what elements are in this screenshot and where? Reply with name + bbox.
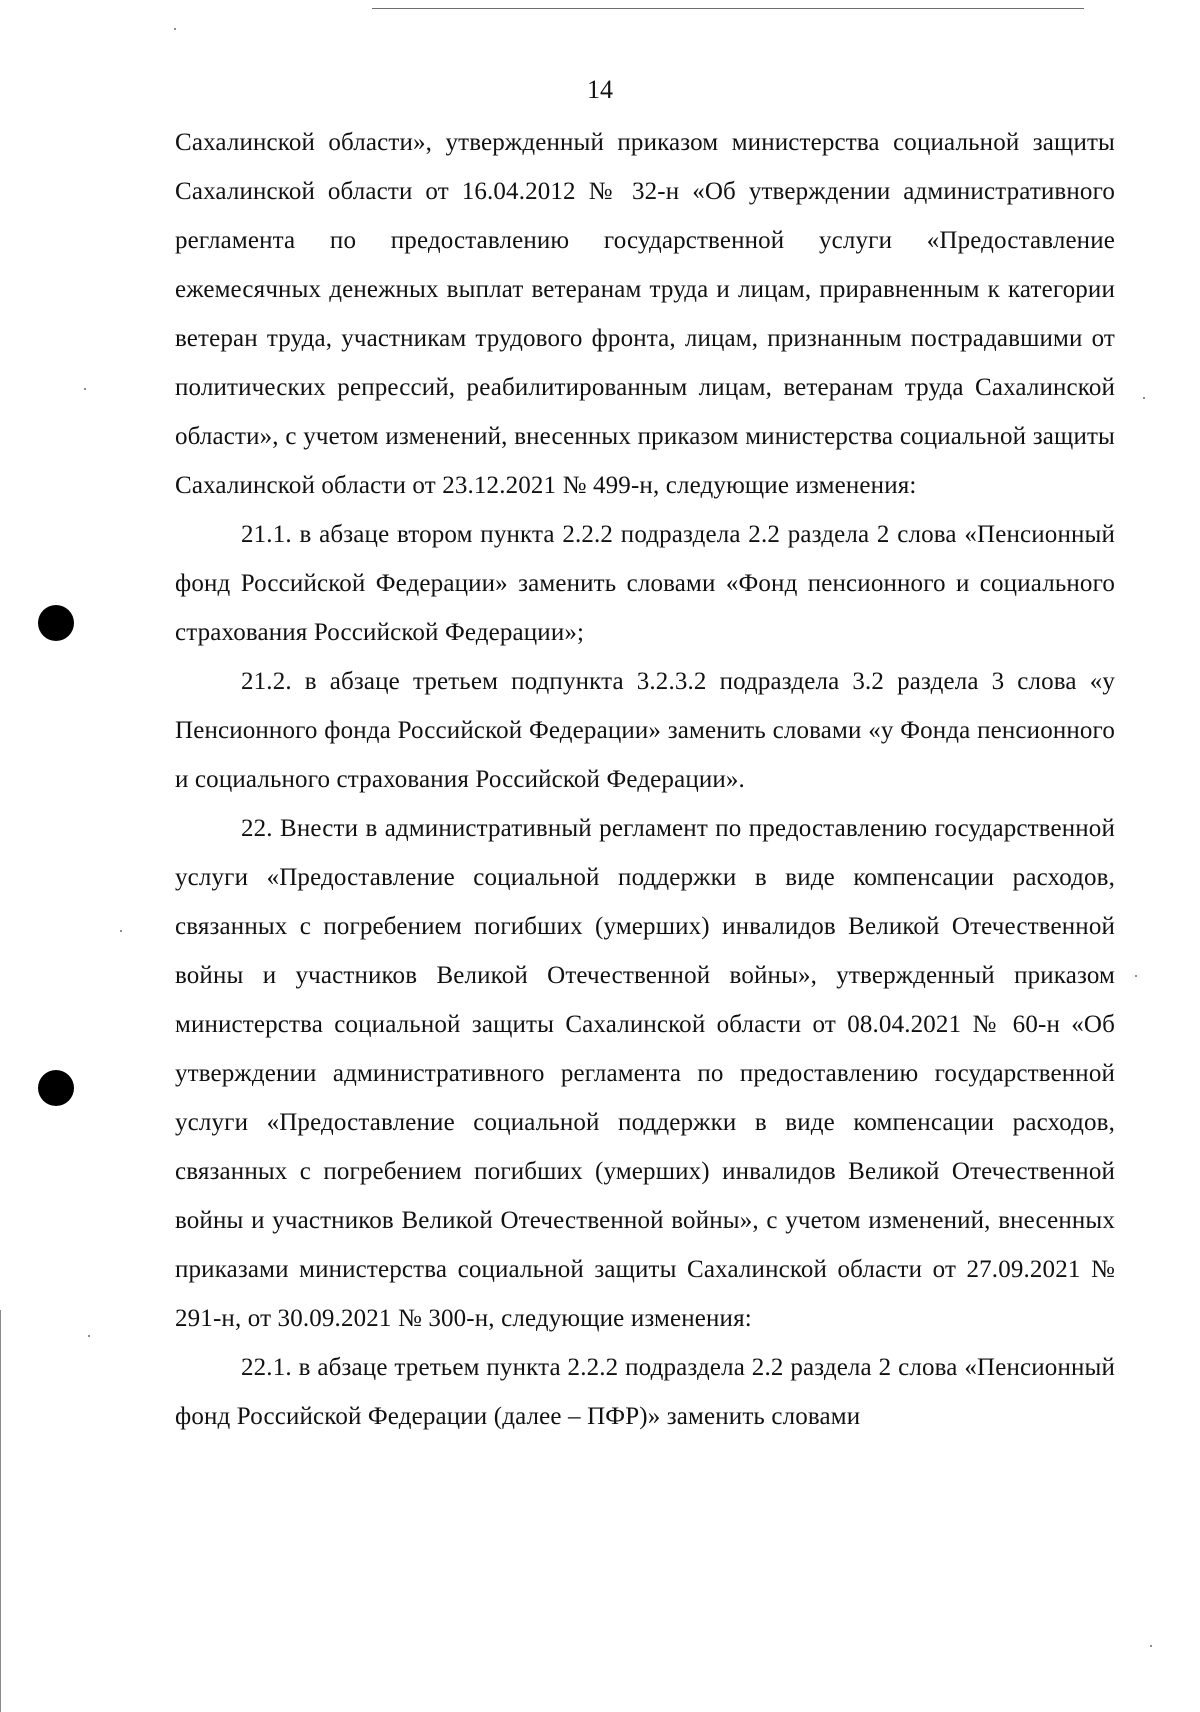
paragraph-21-2: 21.2. в абзаце третьем подпункта 3.2.3.2 подраздела 3.2 раздела 3 слова «у Пенсионного фонда Российской Федерации» заменить словами «у Фонда пенсионного и социального страхования Российской Федерации».	[175, 668, 1115, 793]
paragraph-21-1: 21.1. в абзаце втором пункта 2.2.2 подраздела 2.2 раздела 2 слова «Пенсионный фонд Российской Федерации» заменить словами «Фонд пенсионного и социального страхования Российской Федерации»;	[175, 521, 1115, 646]
page-number: 14	[587, 75, 613, 104]
scan-speck	[88, 1335, 90, 1337]
paragraph-continuation: Сахалинской области», утвержденный приказом министерства социальной защиты Сахалинской области от 16.04.2012 № 32-н «Об утверждении административного регламента по предоставлению государственной услуги «Предоставление ежемесячных денежных выплат ветеранам труда и лицам, приравненным к категории ветеран труда, участникам трудового фронта, лицам, признанным пострадавшими от политических репрессий, реабилитированным лицам, ветеранам труда Сахалинской области», с учетом изменений, внесенных приказом министерства социальной защиты Сахалинской области от 23.12.2021 № 499-н, следующие изменения:	[175, 129, 1115, 499]
scan-speck	[84, 388, 86, 390]
left-scan-edge	[0, 1310, 1, 1712]
document-body	[175, 118, 1115, 1441]
scan-speck	[120, 930, 122, 932]
scan-speck	[174, 28, 176, 30]
scan-speck	[1143, 397, 1145, 399]
paragraph-22: 22. Внести в административный регламент по предоставлению государственной услуги «Предоставление социальной поддержки в виде компенсации расходов, связанных с погребением погибших (умерших) инвалидов Великой Отечественной войны и участников Великой Отечественной войны», утвержденный приказом министерства социальной защиты Сахалинской области от 08.04.2021 № 60-н «Об утверждении административного регламента по предоставлению государственной услуги «Предоставление социальной поддержки в виде компенсации расходов, связанных с погребением погибших (умерших) инвалидов Великой Отечественной войны и участников Великой Отечественной войны», с учетом изменений, внесенных приказами министерства социальной защиты Сахалинской области от 27.09.2021 № 291-н, от 30.09.2021 № 300-н, следующие изменения:	[175, 815, 1115, 1332]
top-scan-rule	[372, 8, 1084, 9]
punch-hole-icon	[38, 605, 74, 641]
paragraph-22-1: 22.1. в абзаце третьем пункта 2.2.2 подраздела 2.2 раздела 2 слова «Пенсионный фонд Российской Федерации (далее – ПФР)» заменить словами	[175, 1354, 1115, 1430]
scan-speck	[1150, 1645, 1152, 1647]
scan-speck	[1135, 975, 1137, 977]
punch-hole-icon	[38, 1070, 74, 1106]
